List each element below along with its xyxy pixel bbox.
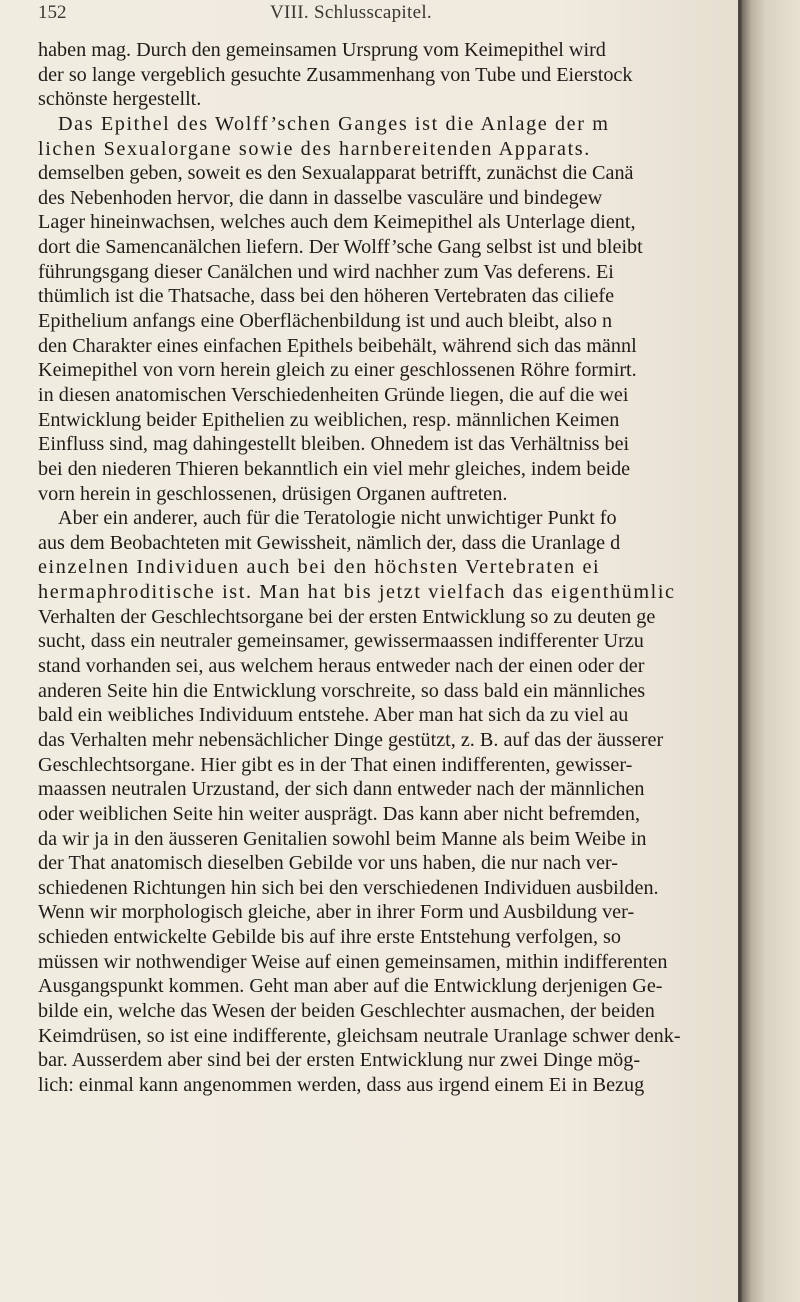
text-line: lichen Sexualorgane sowie des harnbereitenden Apparats. xyxy=(38,137,591,160)
text-line: anderen Seite hin die Entwicklung vorschreite, so dass bald ein männliches xyxy=(38,679,646,702)
text-line: Lager hineinwachsen, welches auch dem Keimepithel als Unterlage dient, xyxy=(38,211,636,234)
text-line: maassen neutralen Urzustand, der sich dann entweder nach der männlichen xyxy=(38,778,645,801)
text-line: der so lange vergeblich gesuchte Zusammenhang von Tube und Eierstock xyxy=(38,63,633,86)
text-line: Das Epithel des Wolff’schen Ganges ist die Anlage der m xyxy=(58,112,610,135)
text-line: schiedenen Richtungen hin sich bei den verschiedenen Individuen ausbilden. xyxy=(38,876,659,899)
text-line: oder weiblichen Seite hin weiter ausprägt. Das kann aber nicht befremden, xyxy=(38,802,641,825)
text-line: thümlich ist die Thatsache, dass bei den höheren Vertebraten das ciliefe xyxy=(38,285,615,308)
text-line: Ausgangspunkt kommen. Geht man aber auf die Entwicklung derjenigen Ge- xyxy=(38,975,663,998)
text-line: hermaphroditische ist. Man hat bis jetzt vielfach das eigenthümlic xyxy=(38,581,676,604)
text-line: aus dem Beobachteten mit Gewissheit, nämlich der, dass die Uranlage d xyxy=(38,531,621,554)
text-line: schieden entwickelte Gebilde bis auf ihre erste Entstehung verfolgen, so xyxy=(38,926,622,949)
text-line: Entwicklung beider Epithelien zu weiblichen, resp. männlichen Keimen xyxy=(38,408,620,431)
text-line: müssen wir nothwendiger Weise auf einen gemeinsamen, mithin indifferenten xyxy=(38,950,668,973)
text-line: lich: einmal kann angenommen werden, dass aus irgend einem Ei in Bezug xyxy=(38,1073,645,1096)
text-line: einzelnen Individuen auch bei den höchsten Vertebraten ei xyxy=(38,556,601,579)
text-line: bar. Ausserdem aber sind bei der ersten Entwicklung nur zwei Dinge mög- xyxy=(38,1049,641,1072)
text-line: dort die Samencanälchen liefern. Der Wolff’sche Gang selbst ist und bleibt xyxy=(38,236,643,259)
text-line: führungsgang dieser Canälchen und wird nachher zum Vas deferens. Ei xyxy=(38,260,614,283)
page-number: 152 xyxy=(38,2,67,23)
text-line: das Verhalten mehr nebensächlicher Dinge gestützt, z. B. auf das der äusserer xyxy=(38,728,664,751)
text-line: demselben geben, soweit es den Sexualapparat betrifft, zunächst die Canä xyxy=(38,162,634,185)
text-line: bilde ein, welche das Wesen der beiden Geschlechter ausmachen, der beiden xyxy=(38,999,655,1022)
text-line: Epithelium anfangs eine Oberflächenbildung ist und auch bleibt, also n xyxy=(38,310,613,333)
text-line: haben mag. Durch den gemeinsamen Ursprung vom Keimepithel wird xyxy=(38,39,606,61)
text-line: Keimepithel von vorn herein gleich zu einer geschlossenen Röhre formirt. xyxy=(38,359,637,382)
page-gutter xyxy=(738,0,800,1302)
text-line: bald ein weibliches Individuum entstehe. Aber man hat sich da zu viel au xyxy=(38,704,629,727)
text-line: des Nebenhoden hervor, die dann in dasselbe vasculäre und bindegew xyxy=(38,186,603,209)
text-line: in diesen anatomischen Verschiedenheiten Gründe liegen, die auf die wei xyxy=(38,383,629,406)
text-line: Einfluss sind, mag dahingestellt bleiben. Ohnedem ist das Verhältniss bei xyxy=(38,433,630,456)
text-line: bei den niederen Thieren bekanntlich ein viel mehr gleiches, indem beide xyxy=(38,457,631,480)
text-line: stand vorhanden sei, aus welchem heraus entweder nach der einen oder der xyxy=(38,655,645,678)
text-line: Keimdrüsen, so ist eine indifferente, gleichsam neutrale Uranlage schwer denk- xyxy=(38,1024,681,1047)
running-head: VIII. Schlusscapitel. xyxy=(270,2,432,23)
body-text xyxy=(38,38,746,1098)
text-line: vorn herein in geschlossenen, drüsigen Organen auftreten. xyxy=(38,482,508,505)
text-line: schönste hergestellt. xyxy=(38,88,202,111)
text-line: da wir ja in den äusseren Genitalien sowohl beim Manne als beim Weibe in xyxy=(38,827,647,850)
text-line: sucht, dass ein neutraler gemeinsamer, gewissermaassen indifferenter Urzu xyxy=(38,630,644,653)
text-line: der That anatomisch dieselben Gebilde vor uns haben, die nur nach ver- xyxy=(38,852,618,875)
text-line: den Charakter eines einfachen Epithels beibehält, während sich das männl xyxy=(38,334,637,357)
text-line: Wenn wir morphologisch gleiche, aber in ihrer Form und Ausbildung ver- xyxy=(38,901,635,924)
text-line: Verhalten der Geschlechtsorgane bei der ersten Entwicklung so zu deuten ge xyxy=(38,605,656,628)
text-line: Aber ein anderer, auch für die Teratologie nicht unwichtiger Punkt fo xyxy=(58,507,617,530)
text-line: Geschlechtsorgane. Hier gibt es in der That einen indifferenten, gewisser- xyxy=(38,753,633,776)
page-header xyxy=(38,0,728,26)
